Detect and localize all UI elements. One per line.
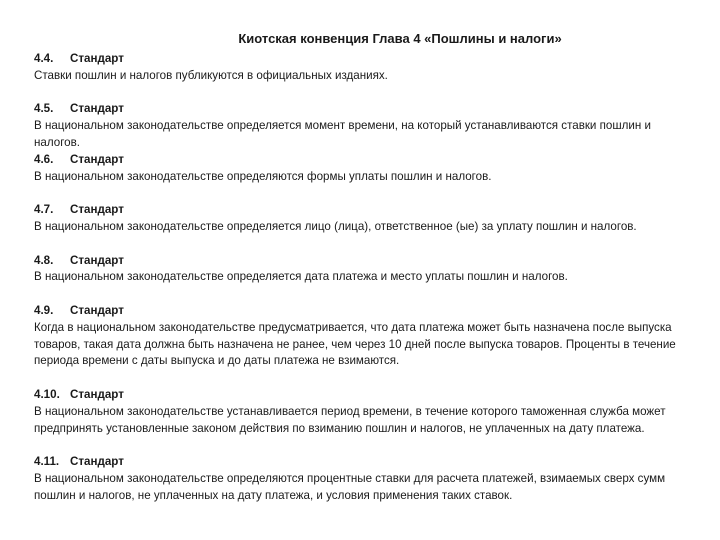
article-heading xyxy=(34,303,694,320)
article-number: 4.10. xyxy=(34,387,60,401)
article-label: Стандарт xyxy=(70,102,124,116)
article-number: 4.5. xyxy=(34,102,54,116)
article-label: Стандарт xyxy=(70,303,124,317)
article-heading xyxy=(34,152,694,169)
article-text: В национальном законодательстве определяются процентные ставки для расчета платежей, взимаемых сверх сумм пошлин и налогов, не уплаченных на дату платежа, и условия применения таких ставок. xyxy=(34,471,666,502)
article-4-9 xyxy=(34,303,694,370)
article-4-5 xyxy=(34,101,694,151)
article-text: В национальном законодательстве определяется лицо (лица), ответственное (ые) за уплату пошлин и налогов. xyxy=(34,219,637,233)
article-text: В национальном законодательстве устанавливается период времени, в течение которого таможенная служба может предпринять установленные законом действия по взиманию пошлин и налогов, не уплаченных на дату платежа. xyxy=(34,404,666,435)
article-label: Стандарт xyxy=(70,152,124,166)
article-text: Когда в национальном законодательстве предусматривается, что дата платежа может быть назначена после выпуска товаров, такая дата должна быть назначена не ранее, чем через 10 дней после выпуска товаров. Проценты в течение периода времени с даты выпуска и до даты платежа не взимаются. xyxy=(34,320,676,368)
article-4-4 xyxy=(34,51,694,85)
article-heading xyxy=(34,454,694,471)
article-heading xyxy=(34,101,694,118)
articles-list xyxy=(34,51,694,505)
article-label: Стандарт xyxy=(70,253,124,267)
article-4-6 xyxy=(34,152,694,186)
article-heading xyxy=(34,51,694,68)
article-text: В национальном законодательстве определяется дата платежа и место уплаты пошлин и налогов. xyxy=(34,270,568,284)
article-label: Стандарт xyxy=(70,455,124,469)
article-4-8 xyxy=(34,253,694,287)
article-label: Стандарт xyxy=(70,203,124,217)
article-4-11 xyxy=(34,454,694,504)
article-4-10 xyxy=(34,387,694,437)
article-text: В национальном законодательстве определяется момент времени, на который устанавливаются ставки пошлин и налогов. xyxy=(34,119,651,149)
article-heading xyxy=(34,253,694,270)
article-number: 4.7. xyxy=(34,203,54,217)
article-heading xyxy=(34,202,694,219)
page-title: Киотская конвенция Глава 4 «Пошлины и налоги» xyxy=(238,31,562,46)
article-number: 4.4. xyxy=(34,52,54,65)
article-number: 4.6. xyxy=(34,152,54,166)
article-number: 4.11. xyxy=(34,455,60,469)
article-number: 4.9. xyxy=(34,303,54,317)
article-text: В национальном законодательстве определяются формы уплаты пошлин и налогов. xyxy=(34,169,492,183)
article-4-7 xyxy=(34,202,694,236)
article-label: Стандарт xyxy=(70,52,124,65)
article-number: 4.8. xyxy=(34,253,54,267)
article-heading xyxy=(34,387,694,404)
article-text: Ставки пошлин и налогов публикуются в официальных изданиях. xyxy=(34,68,388,82)
article-label: Стандарт xyxy=(70,387,124,401)
